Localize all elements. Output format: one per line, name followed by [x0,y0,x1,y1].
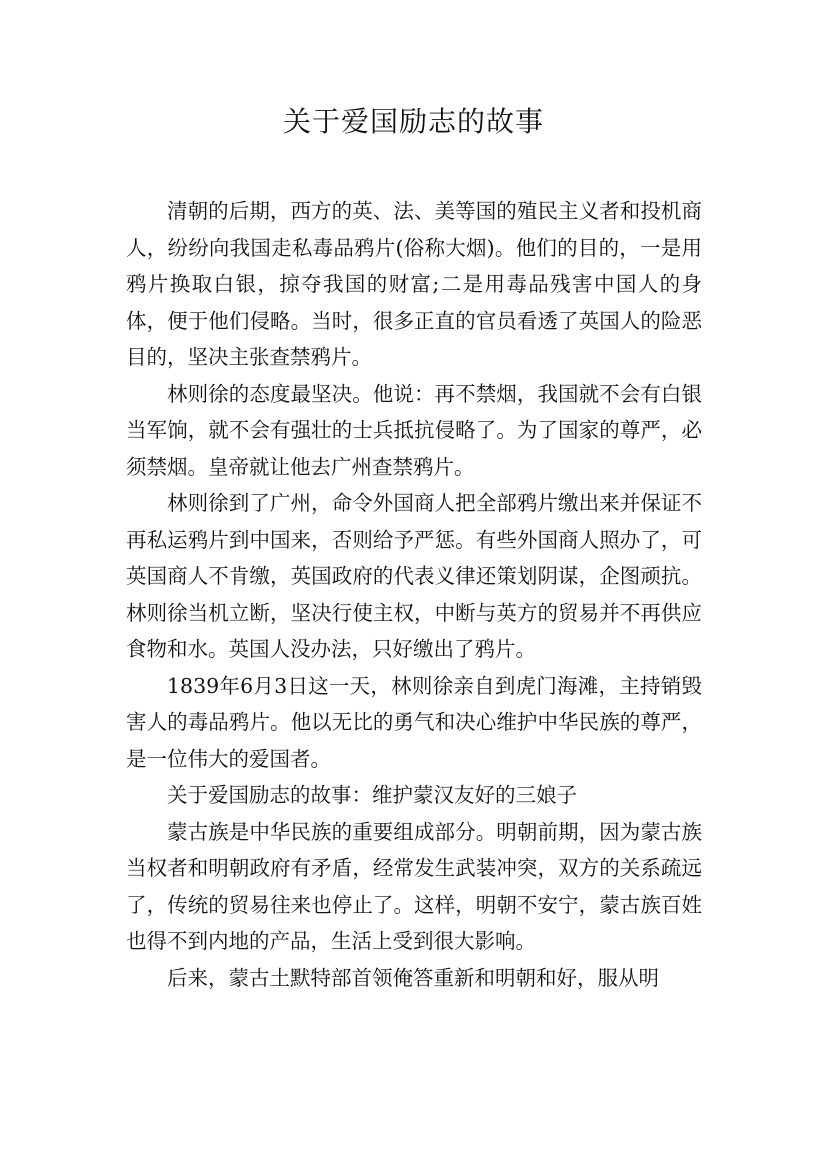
document-title: 关于爱国励志的故事 [282,105,544,138]
paragraph-2: 林则徐的态度最坚决。他说：再不禁烟，我国就不会有白银当军饷，就不会有强壮的士兵抵抗侵略了。为了国家的尊严，必须禁烟。皇帝就让他去广州查禁鸦片。 [126,381,702,479]
paragraph-5: 蒙古族是中华民族的重要组成部分。明朝前期，因为蒙古族当权者和明朝政府有矛盾，经常发生武装冲突，双方的关系疏远了，传统的贸易往来也停止了。这样，明朝不安宁，蒙古族百姓也得不到内地的产品，生活上受到很大影响。 [126,819,702,953]
section-heading: 关于爱国励志的故事：维护蒙汉友好的三娘子 [167,783,577,807]
paragraph-6: 后来，蒙古土默特部首领俺答重新和明朝和好，服从明 [167,965,659,990]
document-body [126,193,702,996]
paragraph-3: 林则徐到了广州，命令外国商人把全部鸦片缴出来并保证不再私运鸦片到中国来，否则给予严惩。有些外国商人照办了，可英国商人不肯缴，英国政府的代表义律还策划阴谋，企图顽抗。林则徐当机立断，坚决行使主权，中断与英方的贸易并不再供应食物和水。英国人没办法，只好缴出了鸦片。 [126,491,702,661]
paragraph-4: 1839年6月3日这一天，林则徐亲自到虎门海滩，主持销毁害人的毒品鸦片。他以无比的勇气和决心维护中华民族的尊严，是一位伟大的爱国者。 [126,673,702,771]
paragraph-1: 清朝的后期，西方的英、法、美等国的殖民主义者和投机商人，纷纷向我国走私毒品鸦片(俗称大烟)。他们的目的，一是用鸦片换取白银，掠夺我国的财富;二是用毒品残害中国人的身体，便于他们侵略。当时，很多正直的官员看透了英国人的险恶目的，坚决主张查禁鸦片。 [126,199,702,369]
